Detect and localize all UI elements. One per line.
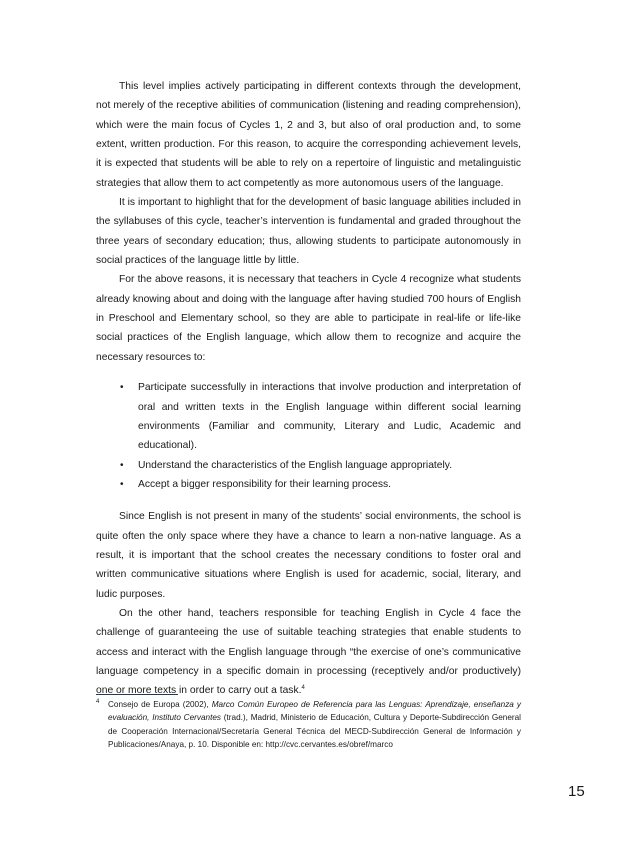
- footnote-citation-start: Consejo de Europa (2002),: [108, 700, 212, 709]
- bullet-icon: •: [120, 382, 124, 394]
- list-item: [120, 378, 521, 455]
- paragraph: Since English is not present in many of the students’ social environments, the school is quite often the only space where they have a chance to learn a non-native language. As a result, it is important that the school creates the necessary conditions to foster oral and written communicative situations where English is used for academic, social, literary, and ludic purposes.: [96, 511, 521, 600]
- bullet-icon: •: [120, 478, 124, 490]
- list-item-text: Understand the characteristics of the English language appropriately.: [138, 459, 453, 471]
- footnote: [96, 698, 521, 752]
- paragraph: [96, 604, 521, 701]
- bullet-list: [96, 378, 521, 494]
- page-number: 15: [568, 783, 585, 800]
- bullet-icon: •: [120, 459, 124, 471]
- footnote-divider: [96, 694, 178, 695]
- footnote-citation-end: (trad.), Madrid, Ministerio de Educación, Cultura y Deporte-Subdirección General de Cooperación Internacional/Secretaría General Técnica del MECD-Subdirección General de Información y Publicaciones/Anaya, p. 10. Disponible en: http://cvc.cervantes.es/obref/marco: [108, 713, 521, 750]
- list-item: [120, 456, 521, 475]
- list-item-text: Accept a bigger responsibility for their learning process.: [138, 478, 391, 490]
- footnote-title: Marco Común Europeo de Referencia para las Lenguas: Aprendizaje, enseñanza y evaluación, Instituto Cervantes: [108, 700, 521, 723]
- paragraph: For the above reasons, it is necessary that teachers in Cycle 4 recognize what students already knowing about and doing with the language after having studied 700 hours of English in Preschool and Elementary school, so they are able to participate in real-life or life-like social practices of the English language, which allow them to recognize and acquire the necessary resources to:: [96, 274, 521, 363]
- paragraph: This level implies actively participating in different contexts through the development, not merely of the receptive abilities of communication (listening and reading comprehension), which were the main focus of Cycles 1, 2 and 3, but also of oral production and, to some extent, written production. For this reason, to acquire the corresponding achievement levels, it is expected that students will be able to rely on a repertoire of linguistic and metalinguistic strategies that allow them to act competently as more autonomous users of the language.: [96, 81, 521, 189]
- paragraph: It is important to highlight that for the development of basic language abilities included in the syllabuses of this cycle, teacher’s intervention is fundamental and graded throughout the three years of secondary education; thus, allowing students to participate autonomously in social practices of the language little by little.: [96, 197, 521, 267]
- footnote-mark: 4: [96, 699, 100, 705]
- footnote-text: [108, 698, 521, 752]
- main-text: [96, 77, 521, 701]
- paragraph-text: On the other hand, teachers responsible for teaching English in Cycle 4 face the challenge of guaranteeing the use of suitable teaching strategies that enable students to access and interact with the English language through “the exercise of one’s communicative language competency in a specific domain in processing (receptively and/or productively) one or more texts in order to carry out a task.: [96, 607, 521, 697]
- list-item-text: Participate successfully in interactions that involve production and interpretation of oral and written texts in the English language within different social learning environments (Familiar and community, Literary and Ludic, Academic and educational).: [138, 382, 521, 452]
- footnote-reference[interactable]: 4: [301, 685, 305, 692]
- list-item: [120, 475, 521, 494]
